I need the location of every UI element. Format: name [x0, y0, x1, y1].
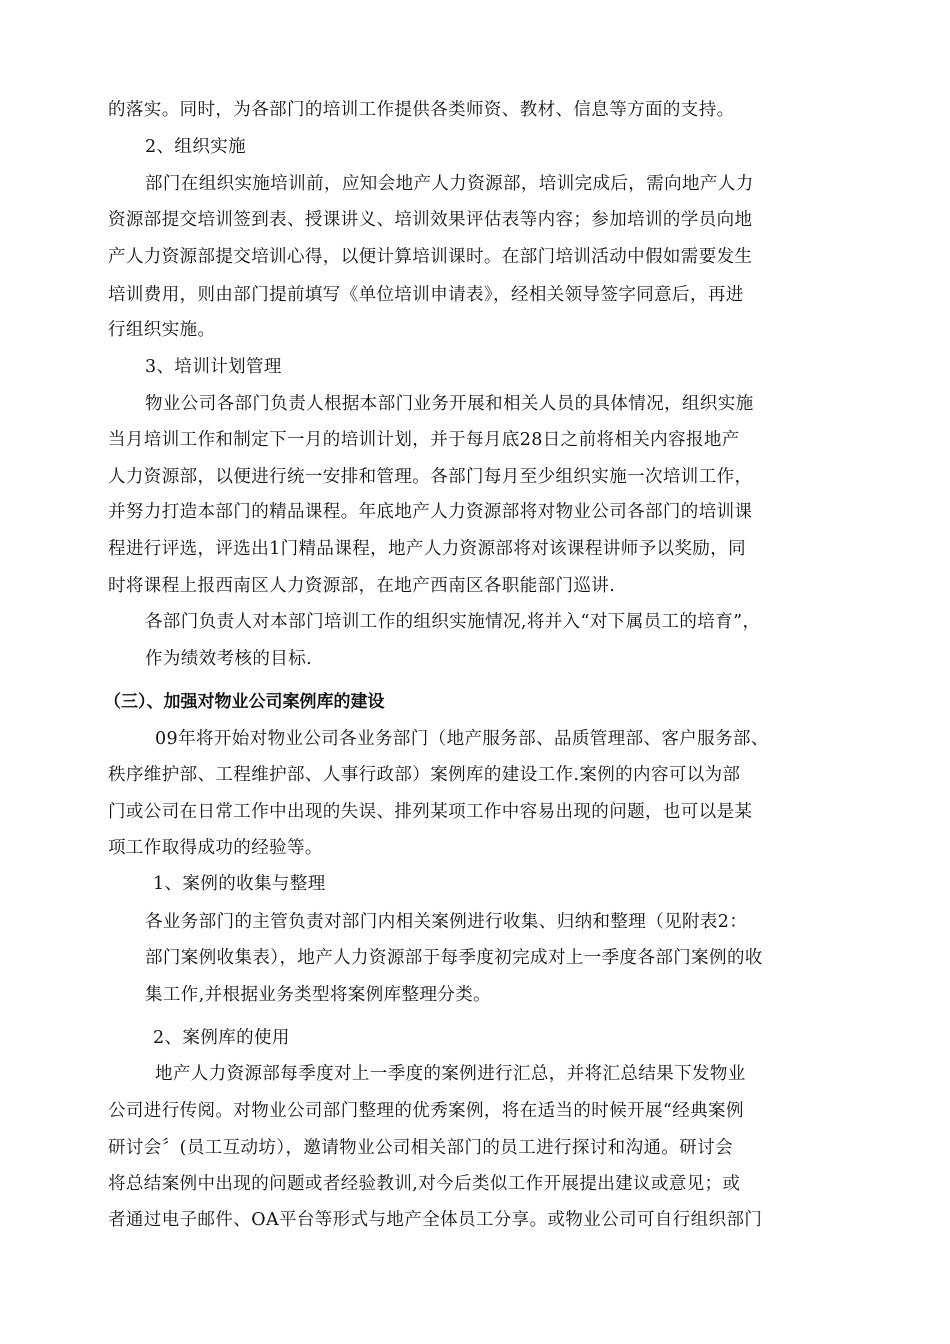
organize-line: 产人力资源部提交培训心得，以便计算培训课时。在部门培训活动中假如需要发生: [108, 247, 753, 267]
usage-line: 将总结案例中出现的问题或者经验教训,对今后类似工作开展提出建议或意见；或: [108, 1174, 741, 1194]
organize-line: 培训费用，则由部门提前填写《单位培训申请表》，经相关领导签字同意后，再进: [108, 285, 744, 305]
subheading-organize: 2、组织实施: [145, 137, 247, 157]
plan-line: 物业公司各部门负责人根据本部门业务开展和相关人员的具体情况，组织实施: [145, 394, 754, 414]
section-heading: （三）、加强对物业公司案例库的建设: [104, 692, 385, 712]
organize-line: 部门在组织实施培训前，应知会地产人力资源部，培训完成后，需向地产人力: [145, 174, 754, 194]
section3-line: 09年将开始对物业公司各业务部门（地产服务部、品质管理部、客户服务部、: [155, 729, 769, 749]
collect-line: 部门案例收集表），地产人力资源部于每季度初完成对上一季度各部门案例的收: [145, 948, 763, 968]
plan-line: 时将课程上报西南区人力资源部，在地产西南区各职能部门巡讲.: [108, 576, 616, 596]
section3-line: 门或公司在日常工作中出现的失误、排列某项工作中容易出现的问题，也可以是某: [108, 802, 753, 822]
intro-line: 的落实。同时，为各部门的培训工作提供各类师资、教材、信息等方面的支持。: [108, 100, 735, 120]
usage-line: 者通过电子邮件、OA平台等形式与地产全体员工分享。或物业公司可自行组织部门: [108, 1210, 763, 1230]
collect-line: 各业务部门的主管负责对部门内相关案例进行收集、归纳和整理（见附表2：: [145, 912, 748, 932]
plan-line: 并努力打造本部门的精品课程。年底地产人力资源部将对物业公司各部门的培训课: [108, 502, 753, 522]
subheading-usage: 2、案例库的使用: [153, 1028, 290, 1048]
plan-extra-line: 作为绩效考核的目标.: [145, 649, 313, 669]
organize-line: 行组织实施。: [108, 320, 216, 340]
organize-line: 资源部提交培训签到表、授课讲义、培训效果评估表等内容；参加培训的学员向地: [108, 210, 753, 230]
subheading-plan: 3、培训计划管理: [145, 357, 282, 377]
plan-extra-line: 各部门负责人对本部门培训工作的组织实施情况,将并入“对下属员工的培育”，: [145, 612, 761, 632]
usage-line: 地产人力资源部每季度对上一季度的案例进行汇总，并将汇总结果下发物业: [155, 1064, 746, 1084]
collect-line: 集工作,并根据业务类型将案例库整理分类。: [145, 985, 492, 1005]
plan-line: 当月培训工作和制定下一月的培训计划，并于每月底28日之前将相关内容报地产: [108, 430, 740, 450]
plan-line: 程进行评选，评选出1门精品课程，地产人力资源部将对该课程讲师予以奖励，同: [108, 539, 747, 559]
usage-line: 研讨会〞(员工互动坊），邀请物业公司相关部门的员工进行探讨和沟通。研讨会: [108, 1138, 733, 1158]
section3-line: 秩序维护部、工程维护部、人事行政部）案例库的建设工作.案例的内容可以为部: [108, 765, 741, 785]
subheading-collect: 1、案例的收集与整理: [153, 874, 326, 894]
section3-line: 项工作取得成功的经验等。: [108, 838, 323, 858]
usage-line: 公司进行传阅。对物业公司部门整理的优秀案例，将在适当的时候开展“经典案例: [108, 1101, 744, 1121]
plan-line: 人力资源部，以便进行统一安排和管理。各部门每月至少组织实施一次培训工作，: [108, 467, 753, 487]
